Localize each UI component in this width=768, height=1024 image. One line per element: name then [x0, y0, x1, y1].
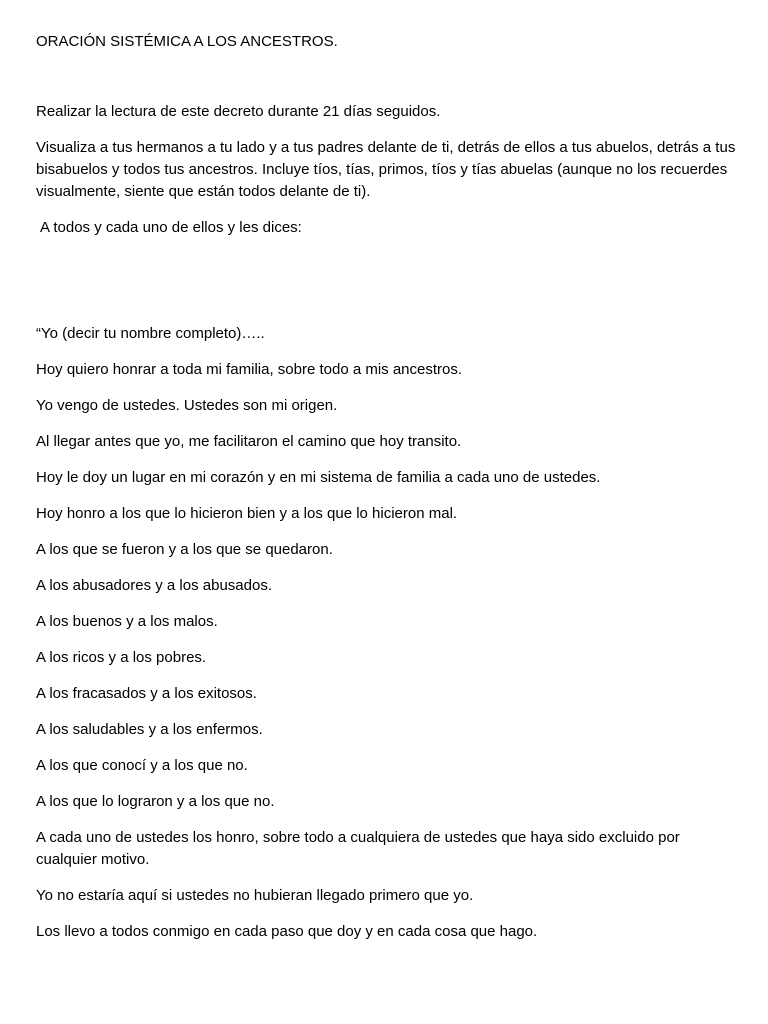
prayer-line: Al llegar antes que yo, me facilitaron el camino que hoy transito. [36, 433, 462, 450]
prayer-line: Hoy honro a los que lo hicieron bien y a los que lo hicieron mal. [36, 505, 458, 522]
prayer-line: Hoy quiero honrar a toda mi familia, sobre todo a mis ancestros. [36, 361, 463, 378]
prayer-line: “Yo (decir tu nombre completo)….. [36, 325, 265, 342]
intro-visualization: Visualiza a tus hermanos a tu lado y a tus padres delante de ti, detrás de ellos a tus abuelos, detrás a tus bisabuelos y todos tus ancestros. Incluye tíos, tías, primos, tíos y tías abuelas (aunque no los recuerdes visualmente, siente que están todos delante de ti). [36, 139, 736, 200]
prayer-line: A los que se fueron y a los que se quedaron. [36, 541, 333, 558]
prayer-line: A los saludables y a los enfermos. [36, 721, 263, 738]
prayer-line: Yo vengo de ustedes. Ustedes son mi origen. [36, 397, 338, 414]
prayer-line: A los fracasados y a los exitosos. [36, 685, 257, 702]
intro-instruction: Realizar la lectura de este decreto durante 21 días seguidos. [36, 103, 441, 120]
prayer-line: A los que lo lograron y a los que no. [36, 793, 275, 810]
intro-address: A todos y cada uno de ellos y les dices: [40, 219, 302, 236]
prayer-line: A cada uno de ustedes los honro, sobre todo a cualquiera de ustedes que haya sido excluido por cualquier motivo. [36, 829, 680, 868]
prayer-line: A los abusadores y a los abusados. [36, 577, 272, 594]
prayer-line: Los llevo a todos conmigo en cada paso que doy y en cada cosa que hago. [36, 923, 538, 940]
prayer-text [36, 323, 736, 943]
prayer-line: A los buenos y a los malos. [36, 613, 218, 630]
prayer-line: A los ricos y a los pobres. [36, 649, 207, 666]
prayer-line: Hoy le doy un lugar en mi corazón y en mi sistema de familia a cada uno de ustedes. [36, 469, 601, 486]
prayer-line: Yo no estaría aquí si ustedes no hubieran llegado primero que yo. [36, 887, 474, 904]
document-page [36, 31, 736, 957]
prayer-line: A los que conocí y a los que no. [36, 757, 248, 774]
document-title: ORACIÓN SISTÉMICA A LOS ANCESTROS. [36, 33, 338, 50]
